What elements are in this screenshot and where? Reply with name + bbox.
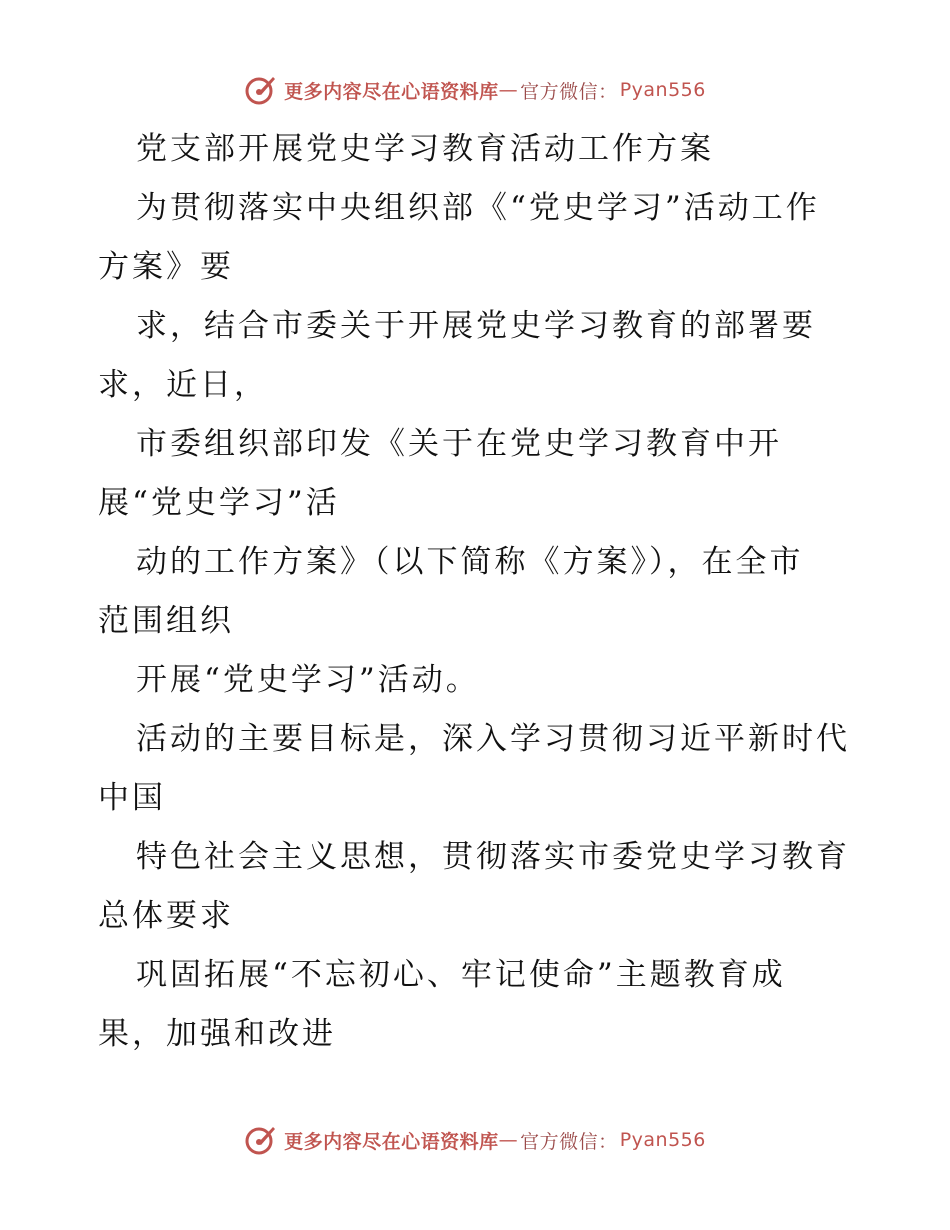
footer-banner: [0, 1120, 950, 1160]
footer-dash: —: [498, 1129, 519, 1151]
document-title: 党支部开展党史学习教育活动工作方案: [136, 131, 714, 167]
header-banner: [0, 70, 950, 110]
body-line: 中国: [98, 780, 166, 816]
header-wechat-label: 官方微信：: [520, 80, 618, 103]
body-line: 展“党史学习”活: [98, 485, 340, 521]
body-line: 巩固拓展“不忘初心、牢记使命”主题教育成: [136, 957, 786, 993]
body-line: 总体要求: [98, 898, 234, 934]
body-line: 求，近日，: [98, 367, 268, 403]
body-line: 方案》要: [98, 249, 234, 285]
body-line: 市委组织部印发《关于在党史学习教育中开: [136, 426, 782, 462]
footer-wechat-label: 官方微信：: [520, 1130, 618, 1153]
header-wechat-id: Pyan556: [619, 79, 706, 101]
footer-site-text: 更多内容尽在心语资料库: [284, 1130, 499, 1153]
document-body: [98, 120, 858, 1064]
body-line: 开展“党史学习”活动。: [136, 662, 480, 698]
body-line: 求，结合市委关于开展党史学习教育的部署要: [136, 308, 816, 344]
body-line: 动的工作方案》（以下简称《方案》），在全市: [136, 544, 804, 580]
body-line: 特色社会主义思想，贯彻落实市委党史学习教育: [136, 839, 850, 875]
header-dash: —: [498, 79, 519, 101]
body-line: 范围组织: [98, 603, 234, 639]
body-line: 活动的主要目标是，深入学习贯彻习近平新时代: [136, 721, 850, 757]
header-site-text: 更多内容尽在心语资料库: [284, 80, 499, 103]
pen-nib-circle-icon: [244, 73, 278, 107]
body-line: 果，加强和改进: [98, 1016, 336, 1052]
pen-nib-circle-icon: [244, 1123, 278, 1157]
footer-wechat-id: Pyan556: [619, 1129, 706, 1151]
body-line: 为贯彻落实中央组织部《“党史学习”活动工作: [136, 190, 820, 226]
